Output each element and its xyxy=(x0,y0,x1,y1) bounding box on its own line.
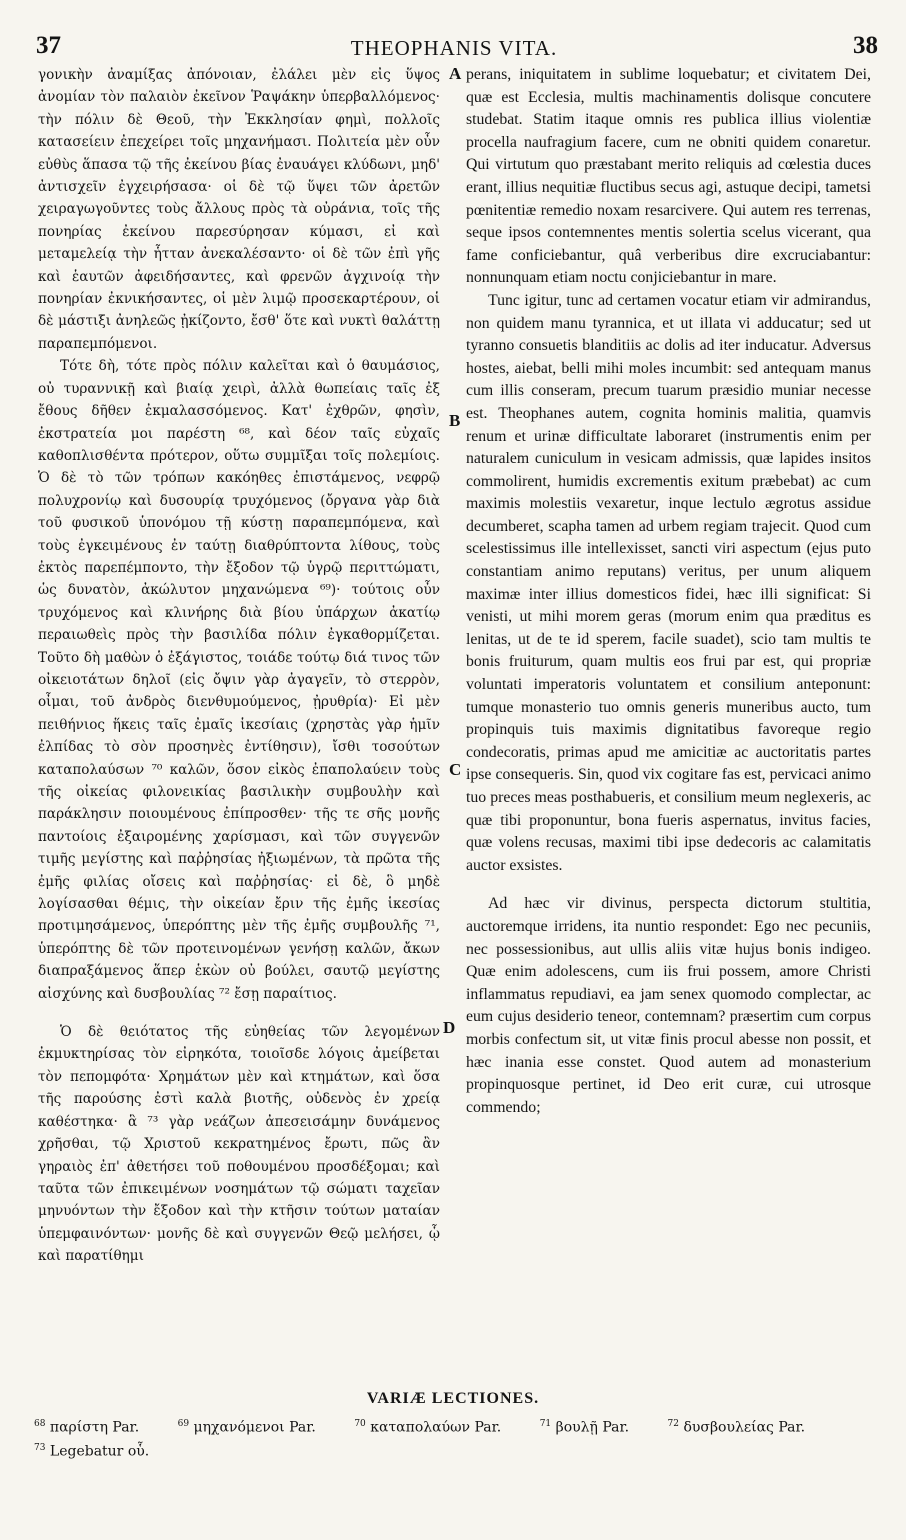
margin-letter-a: A xyxy=(449,64,462,83)
margin-letter-b: B xyxy=(449,411,461,430)
footnote: $^{69}$ μηχανόμενοι Par. xyxy=(177,1419,316,1436)
greek-paragraph: γονικὴν ἀναμίξας ἀπόνοιαν, ἐλάλει μὲν εἰς ὕψος ἀνομίαν τὸν παλαιὸν ἐκεῖνον Ῥαψάκην ὑπερβαλλόμενος· τὴν πόλιν δὲ Θεοῦ, τὴν Ἐκκλησίαν φημὶ, πολλοῖς κατασείειν ἐπεχείρει τοῖς μηχανήμασι. Πολιτεία μὲν οὖν εὐθὺς ἅπασα τῷ τῆς ἐκείνου βίας ἐναυάγει κλύδωνι, μηδ' ἀντισχεῖν ἐγχειρήσασα· οἱ δὲ τῷ ὕψει τῶν ἀρετῶν χειραγωγοῦντες τοὺς ἄλλους πρὸς τὰ οὐράνια, τοῖς τῆς πονηρίας ἐκείνου παρεσύρησαν κύμασι, εἰ καὶ μεταμελείᾳ τὴν ἧτταν ἀνεκαλέσαντο· οἱ δὲ τῶν ἐπὶ γῆς καὶ ἑαυτῶν ἀφειδήσαντες, καὶ φρενῶν ἀγχινοίᾳ τὴν πονηρίαν ἐκνικήσαντες, οἱ μὲν λιμῷ προσεκαρτέρουν, οἱ δὲ μάστιξι ἀνηλεῶς ᾐκίζοντο, ἔσθ' ὅτε καὶ νυκτὶ θαλάττῃ παραπεμπόμενοι. xyxy=(38,67,440,352)
greek-paragraph: Ὁ δὲ θειότατος τῆς εὐηθείας τῶν λεγομένων ἐκμυκτηρίσας τὸν εἰρηκότα, τοιοῖσδε λόγοις ἀμείβεται τὸν πεπομφότα· Χρημάτων μὲν καὶ κτημάτων, καὶ ὅσα τῆς παρούσης ἐστὶ καλὰ βιοτῆς, οὐδενὸς ἐν χρείᾳ καθέστηκα· ἃ ⁷³ γὰρ νεάζων ἀπεσεισάμην δυνάμενος χρῆσθαι, τῷ Χριστοῦ κεκρατημένος ἔρωτι, πῶς ἂν γηραιὸς ἐπ' ἀθετήσει τοῦ ποθουμένου προσδέξομαι; καὶ ταῦτα τῶν ἐπικειμένων νοσημάτων τῷ σώματι ταχεῖαν μηνυόντων τὴν ἔξοδον καὶ τὴν κτῆσιν τούτων ματαίαν ὑπεμφαινόντων· μονῆς δὲ καὶ συγγενῶν Θεῷ μελήσει, ᾧ καὶ παρατίθημι xyxy=(38,1024,440,1265)
latin-column xyxy=(466,64,871,1380)
running-header xyxy=(36,32,878,62)
greek-paragraph: Τότε δὴ, τότε πρὸς πόλιν καλεῖται καὶ ὁ θαυμάσιος, οὐ τυραννικῇ καὶ βιαίᾳ χειρὶ, ἀλλὰ θωπείαις ταῖς ἐξ ἔθους δῆθεν ἐκμαλασσόμενος. Κατ' ἐχθρῶν, φησὶν, ἐκστρατεία μοι παρέστη ⁶⁸, καὶ δέον ταῖς εὐχαῖς καθοπλισθέντα πρότερον, οὕτω συμμῖξαι τοῖς πολεμίοις. Ὁ δὲ τὸ τῶν τρόπων κακόηθες ἐπιστάμενος, νεφρῷ πολυχρονίῳ καὶ δυσουρίᾳ τρυχόμενος (ὄργανα γὰρ διὰ τοῦ φυσικοῦ ὑπονόμου τῇ κύστῃ παραπεμπόμενα, καὶ τοὺς ἐγκειμένους ἐν ταύτῃ διαθρύπτοντα λίθους, τοὺς ἐκτὸς παρεπέμποντο, τὴν ἔξοδον τῷ ὑγρῷ περιττώματι, ὡς δυνατὸν, ἀκώλυτον μηχανώμενα ⁶⁹)· τούτοις οὖν τρυχόμενος καὶ κλινήρης διὰ βίου ὑπάρχων ἀκατίῳ περαιωθεὶς πρὸς τὴν βασιλίδα πόλιν ἐγκαθορμίζεται. Τοῦτο δὴ μαθὼν ὁ ἐξάγιστος, τοιάδε τούτῳ διά τινος τῶν οἰκειοτάτων δηλοῖ (εἰς ὄψιν γὰρ ἀγαγεῖν, τὸ στερρὸν, οἶμαι, τοῦ ἀνδρὸς διενθυμούμενος, ᾐρυθρία)· Εἰ μὲν πειθήνιος ἥκεις ταῖς ἐμαῖς ἱκεσίαις (χρηστὰς γὰρ ἡμῖν ἐλπίδας τὸ σὸν προσηνὲς ἐντίθησιν), ἴσθι τοσούτων καταπολαύσων ⁷⁰ καλῶν, ὅσον εἰκὸς ἐπαπολαύειν τοὺς τῆς οἰκείας φιλονεικίας βασιλικὴν συμβουλὴν καὶ παράκλησιν ποιουμένους ἐπίπροσθεν· τῆς τε σῆς μονῆς παντοίοις ἐξαιρομένης χαρίσμασι, καὶ τῶν συγγενῶν τιμῆς μεγίστης καὶ παῤῥησίας ἠξιωμένων, τὰ πρῶτα τῆς ἐμῆς φιλίας οἴσεις καὶ παῤῥησίας· εἰ δὲ, ὃ μηδὲ λογίσασθαι θέμις, τὴν οἰκείαν ἔριν τῆς ἐμῆς ἱκεσίας προτιμησάμενος, ὑπερόπτης μὲν τῆς ἐμῆς συμβουλῆς ⁷¹, ὑπερόπτης δὲ τῶν προτεινομένων γενήσῃ καλῶν, ἄκων διαπραξάμενος ἅπερ ἑκὼν οὐ βούλει, σαυτῷ μεγίστης αἰσχύνης καὶ δυσβουλίας ⁷² ἔσῃ παραίτιος. xyxy=(38,358,440,1002)
footnote: $^{72}$ δυσβουλείας Par. xyxy=(667,1419,806,1436)
latin-paragraph: Tunc igitur, tunc ad certamen vocatur etiam vir admirandus, non quidem manu tyrannica, et ut illata vi adducatur; sed ut tyranno consuetis blanditiis ac dolis ad iter inducatur. Adversus hostes, aiebat, belli mihi moles incumbit: sed antequam manus cum illis conseram, precum tuarum præsidio muniar necesse est. Theophanes autem, cognita hominis malitia, quamvis renum et urinæ difficultate laboraret (instrumentis enim per naturalem cuniculum in vesicam admissis, quæ lapides insitos commolirent, humidis excrementis exitum præbebat) ac cum maximis molestiis vexaretur, inque lectulo ægrotus assidue decumberet, scapha tamen ad urbem regiam trajecit. Quod cum scelestissimus ille intellexisset, sancti viri aspectum (ejus puto constantiam animo reputans) veritus, per unum aliquem maximæ inter illius domesticos fidei, hæc illi significat: Si venisti, ut mihi morem geras (morum enim qua præditus es lenitas, ut de te id sperem, facile suadet), scio tam multis te bonis fruiturum, quam multis eos frui par est, qui propriæ voluntati imperatoris voluntatem et consilium anteponunt: tumque monasterio tuo omnis generis muneribus aucto, tum propinquis tuis maximis dignitatibus favoreque regio condecoratis, primas apud me amicitiæ ac auctoritatis partes ipse consequeris. Sin, quod vix cogitare fas est, pervicaci animo tuo preces meas posthabueris, et consilium meum neglexeris, ac quæ tibi proponuntur, bona fueris aspernatus, invitus facies, quæ volens recusas, maximi tibi ipse dedecoris ac calamitatis auctor exsistes. xyxy=(466,291,871,874)
footnote: $^{68}$ παρίστη Par. xyxy=(34,1419,140,1436)
page-number-left: 37 xyxy=(36,32,61,59)
footnote: $^{71}$ βουλῇ Par. xyxy=(539,1419,630,1436)
margin-letter-c: C xyxy=(449,760,462,779)
greek-column xyxy=(38,64,440,1380)
page-number-right: 38 xyxy=(853,32,878,59)
footnote: $^{73}$ Legebatur οὗ. xyxy=(34,1442,150,1460)
footnote: $^{70}$ καταπολαύων Par. xyxy=(354,1419,502,1436)
latin-paragraph: Ad hæc vir divinus, perspecta dictorum stultitia, auctoremque irridens, ita nuntio respondet: Ego nec pecuniis, nec possessionibus, aut ullis aliis vitæ hujus bonis indigeo. Quæ enim adolescens, cum iis frui possem, amore Christi inflammatus repudiavi, ea jam senex quomodo complectar, ac eum cujus desiderio teneor, contemnam? præsertim cum corpus morbis confectum sit, ut vitæ finis procul abesse non possit, et hæc inania esse constet. Quod autem ad monasterium propinquosque pertinet, id Deo erit curæ, cui utrosque commendo; xyxy=(466,895,871,1116)
footnotes xyxy=(34,1414,874,1461)
margin-letter-d: D xyxy=(443,1018,456,1037)
latin-paragraph: perans, iniquitatem in sublime loquebatur; et civitatem Dei, quæ est Ecclesia, multis machinamentis dolisque concutere studebat. Statim itaque omnis res publica illius violentiæ procella naufragium facere, cum ne obniti quidem conaretur. Qui virtutum quo præstabant merito reliquis ad cœlestia duces erant, illius nequitiæ fluctibus secus agi, astuque decipi, tametsi pœnitentiæ remedio noxam resarcivere. Qui autem res terrenas, seque ipsos contemnentes mentis solertia scelus vicerant, qua fame conficiebantur, quâ verberibus dire excruciabantur: nonnunquam etiam noctu conjiciebantur in mare. xyxy=(466,66,871,287)
running-title: THEOPHANIS VITA. xyxy=(350,36,558,60)
variae-lectiones-heading: VARIÆ LECTIONES. xyxy=(366,1390,540,1407)
